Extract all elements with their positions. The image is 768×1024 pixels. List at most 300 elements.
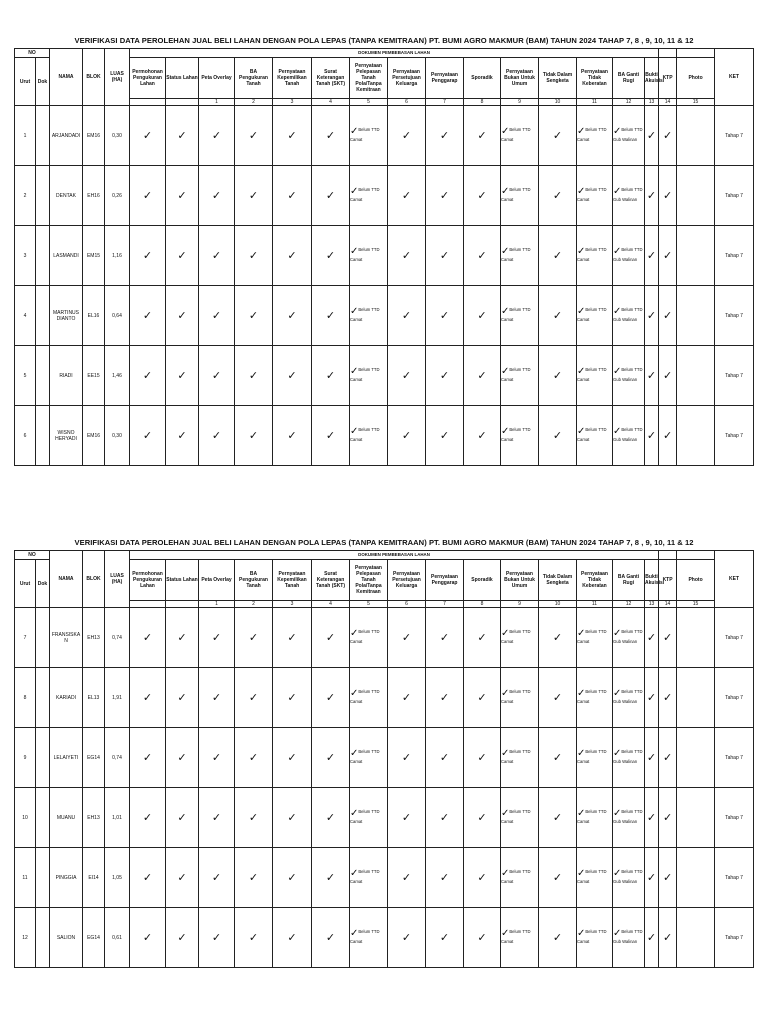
check-icon: ✓: [577, 186, 586, 198]
row-luas: 0,61: [105, 908, 130, 968]
header-blok: BLOK: [83, 49, 105, 106]
row-doc-cell: [464, 788, 501, 848]
table-row: [15, 608, 754, 668]
row-doc-cell: [166, 286, 199, 346]
note-wrap: [577, 187, 612, 203]
check-icon: ✓: [501, 366, 510, 378]
pending-note: Belum TTD Camat: [577, 307, 607, 323]
row-ktp: [659, 608, 677, 668]
header-doc-num: [166, 601, 199, 608]
row-doc-cell: [645, 106, 659, 166]
row-doc-cell: [312, 908, 350, 968]
row-nama: MARTINUS DIANTO: [50, 286, 83, 346]
row-ket: Tahap 7: [715, 908, 754, 968]
row-doc-cell: [166, 668, 199, 728]
row-doc-note-cell: [501, 908, 539, 968]
header-doc-col: Pernyataan Penggarap: [426, 560, 464, 601]
row-photo: [677, 106, 715, 166]
check-icon: ✓: [211, 249, 222, 262]
header-ktp: KTP: [659, 560, 677, 601]
row-doc-note-cell: [350, 788, 388, 848]
pending-note: Belum TTD Gub Walinan: [613, 127, 643, 143]
note-wrap: [501, 689, 538, 705]
row-photo: [677, 346, 715, 406]
row-dok: [36, 908, 50, 968]
check-icon: ✓: [177, 751, 187, 764]
row-photo: [677, 728, 715, 788]
row-doc-cell: [388, 848, 426, 908]
header-ktp-top: [659, 49, 677, 58]
header-doc-num: 2: [235, 99, 273, 106]
row-dok: [36, 728, 50, 788]
row-nama: PINGGIA: [50, 848, 83, 908]
check-icon: ✓: [350, 688, 359, 700]
row-blok: EG14: [83, 908, 105, 968]
row-doc-note-cell: [577, 406, 613, 466]
row-doc-note-cell: [613, 728, 645, 788]
header-no: NO: [15, 551, 50, 560]
row-doc-cell: [645, 286, 659, 346]
row-doc-cell: [235, 788, 273, 848]
table-row: [15, 908, 754, 968]
row-nama: WISNO HERYADI: [50, 406, 83, 466]
header-doc-num: 5: [350, 99, 388, 106]
note-wrap: [613, 929, 644, 945]
header-doc-col: Tidak Dalam Sengketa: [539, 58, 577, 99]
check-icon: ✓: [325, 129, 336, 142]
header-doc-col: Status Lahan: [166, 58, 199, 99]
pending-note: Belum TTD Camat: [350, 307, 380, 323]
check-icon: ✓: [662, 309, 673, 322]
check-icon: ✓: [350, 808, 359, 820]
row-doc-note-cell: [350, 608, 388, 668]
check-icon: ✓: [142, 931, 153, 944]
check-icon: ✓: [439, 631, 450, 644]
header-doc-col: Permohonan Pengukuran Lahan: [130, 560, 166, 601]
check-icon: ✓: [552, 309, 563, 322]
check-icon: ✓: [552, 691, 563, 704]
check-icon: ✓: [646, 691, 657, 704]
check-icon: ✓: [211, 751, 222, 764]
row-doc-cell: [273, 106, 312, 166]
header-doc-col: Pernyataan Persetujuan Keluarga: [388, 58, 426, 99]
pending-note: Belum TTD Camat: [501, 929, 531, 945]
check-icon: ✓: [248, 871, 259, 884]
header-doc-col: BA Ganti Rugi: [613, 560, 645, 601]
pending-note: Belum TTD Camat: [501, 367, 531, 383]
note-wrap: [577, 869, 612, 885]
pending-note: Belum TTD Camat: [577, 127, 607, 143]
row-doc-note-cell: [613, 608, 645, 668]
verification-table: [14, 550, 754, 968]
row-photo: [677, 848, 715, 908]
table-row: [15, 668, 754, 728]
row-doc-cell: [464, 668, 501, 728]
note-wrap: [501, 307, 538, 323]
pending-note: Belum TTD Camat: [350, 127, 380, 143]
row-doc-note-cell: [577, 608, 613, 668]
pending-note: Belum TTD Camat: [577, 187, 607, 203]
pending-note: Belum TTD Camat: [577, 629, 607, 645]
row-doc-note-cell: [350, 286, 388, 346]
check-icon: ✓: [501, 126, 510, 138]
header-photo-top: [677, 551, 715, 560]
row-doc-cell: [130, 668, 166, 728]
row-doc-cell: [464, 106, 501, 166]
check-icon: ✓: [350, 366, 359, 378]
note-wrap: [577, 367, 612, 383]
row-no: 9: [15, 728, 36, 788]
check-icon: ✓: [211, 189, 222, 202]
check-icon: ✓: [211, 931, 222, 944]
row-doc-note-cell: [613, 908, 645, 968]
header-doc-col: Bukti Akuisisi: [645, 560, 659, 601]
check-icon: ✓: [613, 628, 622, 640]
check-icon: ✓: [501, 246, 510, 258]
check-icon: ✓: [177, 429, 187, 442]
row-photo: [677, 286, 715, 346]
row-doc-cell: [166, 106, 199, 166]
row-doc-cell: [235, 166, 273, 226]
check-icon: ✓: [646, 249, 657, 262]
row-doc-cell: [199, 106, 235, 166]
header-doc-col: BA Ganti Rugi: [613, 58, 645, 99]
note-wrap: [501, 427, 538, 443]
pending-note: Belum TTD Camat: [501, 629, 531, 645]
pending-note: Belum TTD Camat: [577, 427, 607, 443]
row-doc-note-cell: [350, 226, 388, 286]
header-photo-top: [677, 49, 715, 58]
header-doc-col: Pernyataan Tidak Keberatan: [577, 560, 613, 601]
row-ktp: [659, 226, 677, 286]
check-icon: ✓: [211, 309, 222, 322]
header-doc-num: 8: [464, 99, 501, 106]
check-icon: ✓: [501, 628, 510, 640]
row-ktp: [659, 286, 677, 346]
pending-note: Belum TTD Gub Walinan: [613, 247, 643, 263]
row-ket: Tahap 7: [715, 406, 754, 466]
row-dok: [36, 286, 50, 346]
pending-note: Belum TTD Camat: [501, 689, 531, 705]
check-icon: ✓: [552, 369, 563, 382]
row-doc-cell: [539, 106, 577, 166]
row-doc-note-cell: [577, 788, 613, 848]
check-icon: ✓: [646, 751, 657, 764]
check-icon: ✓: [401, 751, 412, 764]
check-icon: ✓: [177, 309, 187, 322]
row-doc-cell: [199, 668, 235, 728]
header-photo-num: 15: [677, 99, 715, 106]
row-photo: [677, 226, 715, 286]
check-icon: ✓: [439, 249, 450, 262]
note-wrap: [613, 187, 644, 203]
header-doc-num: 4: [312, 99, 350, 106]
note-wrap: [577, 629, 612, 645]
row-doc-cell: [464, 608, 501, 668]
row-photo: [677, 788, 715, 848]
row-doc-cell: [539, 286, 577, 346]
row-doc-cell: [645, 848, 659, 908]
header-no: NO: [15, 49, 50, 58]
row-ktp: [659, 668, 677, 728]
row-doc-cell: [199, 166, 235, 226]
check-icon: ✓: [248, 189, 259, 202]
pending-note: Belum TTD Camat: [577, 247, 607, 263]
check-icon: ✓: [287, 691, 297, 704]
pending-note: Belum TTD Gub Walinan: [613, 187, 643, 203]
verification-table: [14, 48, 754, 466]
header-doc-num: 3: [273, 99, 312, 106]
header-doc-group: DOKUMEN PEMBEBASAN LAHAN: [130, 49, 659, 58]
row-doc-cell: [130, 286, 166, 346]
pending-note: Belum TTD Camat: [350, 809, 380, 825]
check-icon: ✓: [325, 751, 336, 764]
row-no: 2: [15, 166, 36, 226]
header-doc-col: Peta Overlay: [199, 58, 235, 99]
row-doc-cell: [199, 608, 235, 668]
row-blok: EM16: [83, 106, 105, 166]
check-icon: ✓: [211, 369, 222, 382]
note-wrap: [577, 929, 612, 945]
row-doc-cell: [273, 406, 312, 466]
check-icon: ✓: [350, 868, 359, 880]
check-icon: ✓: [350, 928, 359, 940]
note-wrap: [350, 629, 387, 645]
check-icon: ✓: [577, 366, 586, 378]
header-nama: NAMA: [50, 49, 83, 106]
row-doc-note-cell: [613, 668, 645, 728]
check-icon: ✓: [325, 631, 336, 644]
row-doc-cell: [388, 788, 426, 848]
row-doc-note-cell: [350, 406, 388, 466]
check-icon: ✓: [439, 129, 450, 142]
check-icon: ✓: [646, 429, 657, 442]
row-doc-cell: [645, 668, 659, 728]
row-doc-cell: [645, 226, 659, 286]
row-ket: Tahap 7: [715, 346, 754, 406]
pending-note: Belum TTD Gub Walinan: [613, 689, 643, 705]
row-doc-cell: [130, 728, 166, 788]
row-doc-cell: [312, 788, 350, 848]
row-doc-note-cell: [577, 728, 613, 788]
note-wrap: [613, 427, 644, 443]
header-doc-num: [130, 601, 166, 608]
row-doc-cell: [539, 406, 577, 466]
header-doc-num: 6: [388, 601, 426, 608]
row-doc-cell: [426, 788, 464, 848]
row-doc-cell: [166, 788, 199, 848]
check-icon: ✓: [401, 811, 412, 824]
check-icon: ✓: [577, 868, 586, 880]
header-doc-num: 9: [501, 601, 539, 608]
header-doc-num: 12: [613, 601, 645, 608]
row-doc-cell: [464, 848, 501, 908]
check-icon: ✓: [552, 631, 563, 644]
check-icon: ✓: [401, 871, 412, 884]
check-icon: ✓: [350, 246, 359, 258]
row-doc-note-cell: [577, 848, 613, 908]
table-row: [15, 848, 754, 908]
pending-note: Belum TTD Camat: [501, 187, 531, 203]
header-luas: LUAS (HA): [105, 551, 130, 608]
pending-note: Belum TTD Camat: [501, 127, 531, 143]
note-wrap: [350, 809, 387, 825]
check-icon: ✓: [662, 631, 673, 644]
check-icon: ✓: [577, 808, 586, 820]
check-icon: ✓: [211, 129, 222, 142]
check-icon: ✓: [287, 931, 297, 944]
header-doc-num: 10: [539, 99, 577, 106]
row-doc-cell: [273, 608, 312, 668]
check-icon: ✓: [248, 931, 259, 944]
row-no: 1: [15, 106, 36, 166]
note-wrap: [613, 367, 644, 383]
check-icon: ✓: [439, 309, 450, 322]
check-icon: ✓: [325, 871, 336, 884]
row-doc-cell: [539, 166, 577, 226]
check-icon: ✓: [142, 189, 153, 202]
check-icon: ✓: [287, 429, 297, 442]
row-doc-cell: [426, 226, 464, 286]
row-no: 5: [15, 346, 36, 406]
row-doc-note-cell: [501, 788, 539, 848]
document-title: VERIFIKASI DATA PEROLEHAN JUAL BELI LAHAN DENGAN POLA LEPAS (TANPA KEMITRAAN) PT. BUMI AGRO MAKMUR (BAM) TAHUN 2024 TAHAP 7, 8 , 9, 10, 11 & 12: [74, 538, 694, 547]
check-icon: ✓: [325, 931, 336, 944]
check-icon: ✓: [613, 246, 622, 258]
row-doc-cell: [130, 788, 166, 848]
row-ket: Tahap 7: [715, 608, 754, 668]
header-doc-num: [166, 99, 199, 106]
note-wrap: [577, 809, 612, 825]
check-icon: ✓: [325, 309, 336, 322]
row-doc-cell: [539, 788, 577, 848]
row-doc-cell: [645, 908, 659, 968]
row-doc-cell: [166, 608, 199, 668]
check-icon: ✓: [613, 186, 622, 198]
row-doc-cell: [273, 226, 312, 286]
row-doc-cell: [235, 608, 273, 668]
row-ket: Tahap 7: [715, 166, 754, 226]
row-doc-cell: [312, 668, 350, 728]
table-row: [15, 406, 754, 466]
note-wrap: [501, 869, 538, 885]
header-doc-num: 7: [426, 601, 464, 608]
row-doc-cell: [273, 286, 312, 346]
row-doc-cell: [426, 106, 464, 166]
sheet-page-2: [14, 536, 754, 968]
note-wrap: [577, 427, 612, 443]
pending-note: Belum TTD Camat: [350, 187, 380, 203]
row-ket: Tahap 7: [715, 226, 754, 286]
row-doc-cell: [273, 346, 312, 406]
pending-note: Belum TTD Camat: [577, 809, 607, 825]
row-doc-cell: [426, 668, 464, 728]
row-doc-note-cell: [613, 106, 645, 166]
row-blok: EL13: [83, 668, 105, 728]
note-wrap: [350, 187, 387, 203]
check-icon: ✓: [646, 309, 657, 322]
row-doc-cell: [464, 406, 501, 466]
row-doc-cell: [199, 788, 235, 848]
header-urut: Urut: [15, 560, 36, 608]
check-icon: ✓: [142, 249, 153, 262]
check-icon: ✓: [325, 691, 336, 704]
check-icon: ✓: [646, 189, 657, 202]
check-icon: ✓: [439, 429, 450, 442]
table-row: [15, 788, 754, 848]
note-wrap: [501, 749, 538, 765]
header-photo: Photo: [677, 560, 715, 601]
row-blok: EI14: [83, 848, 105, 908]
check-icon: ✓: [248, 129, 259, 142]
row-doc-note-cell: [613, 848, 645, 908]
check-icon: ✓: [577, 748, 586, 760]
check-icon: ✓: [501, 868, 510, 880]
check-icon: ✓: [646, 931, 657, 944]
pending-note: Belum TTD Camat: [577, 869, 607, 885]
check-icon: ✓: [287, 309, 297, 322]
check-icon: ✓: [177, 249, 187, 262]
row-doc-cell: [539, 226, 577, 286]
row-doc-cell: [645, 608, 659, 668]
row-doc-note-cell: [501, 286, 539, 346]
row-doc-cell: [273, 908, 312, 968]
check-icon: ✓: [248, 309, 259, 322]
row-doc-cell: [130, 346, 166, 406]
check-icon: ✓: [248, 249, 259, 262]
header-doc-col: Sporadik: [464, 560, 501, 601]
header-doc-num: 3: [273, 601, 312, 608]
header-doc-num: 4: [312, 601, 350, 608]
row-luas: 1,05: [105, 848, 130, 908]
pending-note: Belum TTD Gub Walinan: [613, 307, 643, 323]
pending-note: Belum TTD Gub Walinan: [613, 869, 643, 885]
row-doc-cell: [645, 346, 659, 406]
note-wrap: [613, 307, 644, 323]
header-doc-num: 6: [388, 99, 426, 106]
pending-note: Belum TTD Gub Walinan: [613, 749, 643, 765]
row-doc-note-cell: [613, 286, 645, 346]
row-doc-cell: [235, 728, 273, 788]
row-ktp: [659, 406, 677, 466]
check-icon: ✓: [552, 751, 563, 764]
pending-note: Belum TTD Camat: [577, 929, 607, 945]
row-doc-cell: [235, 908, 273, 968]
pending-note: Belum TTD Camat: [350, 427, 380, 443]
header-doc-num: 9: [501, 99, 539, 106]
check-icon: ✓: [577, 306, 586, 318]
check-icon: ✓: [248, 811, 259, 824]
check-icon: ✓: [439, 189, 450, 202]
pending-note: Belum TTD Camat: [501, 809, 531, 825]
row-doc-cell: [235, 106, 273, 166]
note-wrap: [501, 247, 538, 263]
check-icon: ✓: [646, 811, 657, 824]
row-doc-cell: [166, 166, 199, 226]
note-wrap: [501, 809, 538, 825]
row-doc-cell: [426, 728, 464, 788]
row-doc-cell: [273, 728, 312, 788]
pending-note: Belum TTD Camat: [350, 869, 380, 885]
row-doc-note-cell: [613, 226, 645, 286]
row-ktp: [659, 728, 677, 788]
check-icon: ✓: [477, 691, 487, 704]
check-icon: ✓: [401, 309, 412, 322]
row-doc-cell: [388, 668, 426, 728]
check-icon: ✓: [350, 306, 359, 318]
row-doc-cell: [130, 166, 166, 226]
check-icon: ✓: [477, 931, 487, 944]
